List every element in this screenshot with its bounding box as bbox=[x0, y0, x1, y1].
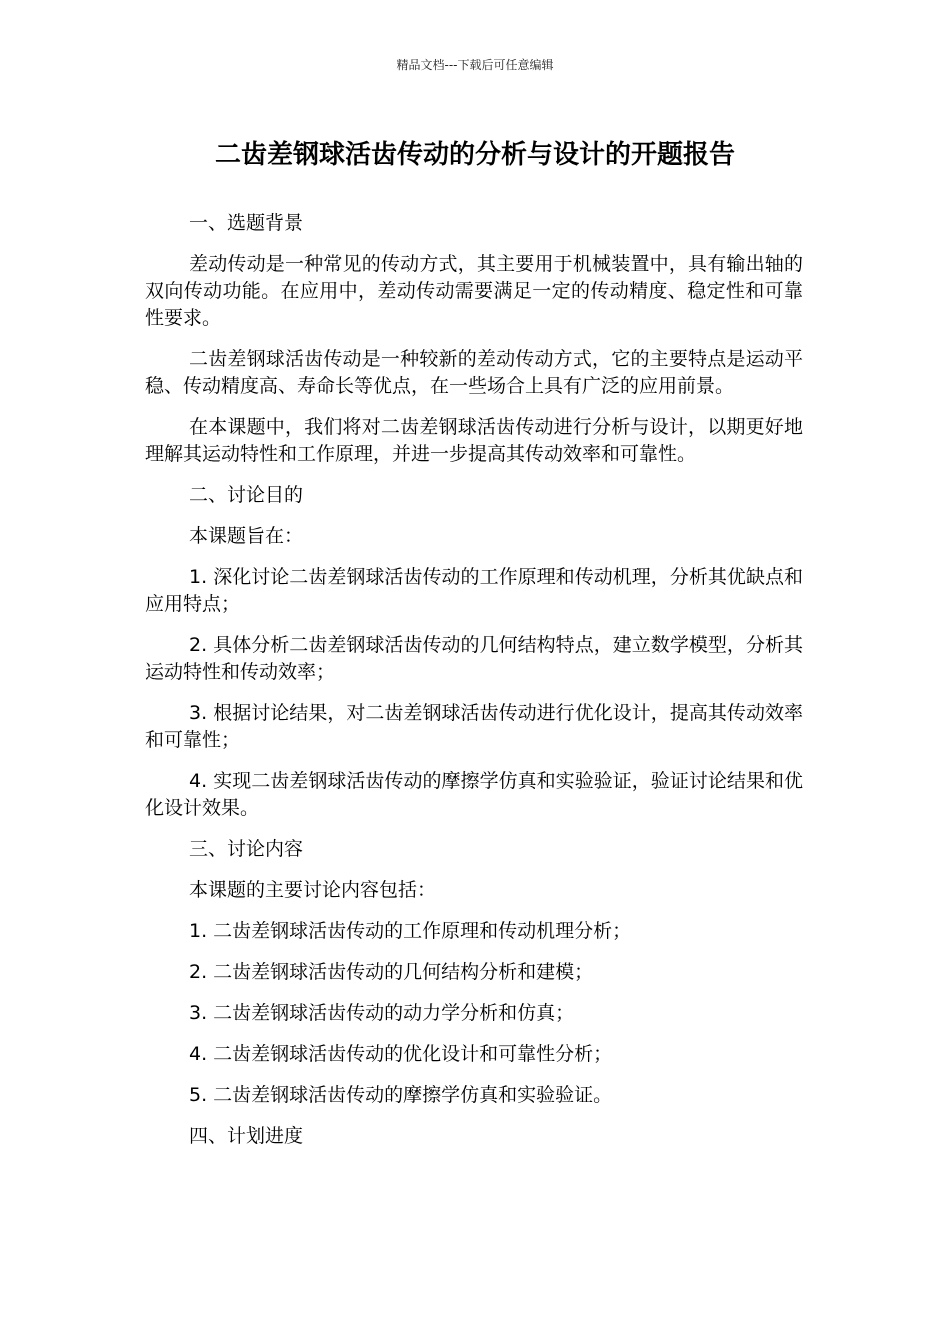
paragraph-background-2: 二齿差钢球活齿传动是一种较新的差动传动方式，它的主要特点是运动平稳、传动精度高、寿命长等优点，在一些场合上具有广泛的应用前景。 bbox=[145, 348, 803, 397]
content-list-item: 4. 二齿差钢球活齿传动的优化设计和可靠性分析； bbox=[189, 1043, 613, 1065]
section-heading-background: 一、选题背景 bbox=[189, 212, 304, 234]
content-list-item: 1. 二齿差钢球活齿传动的工作原理和传动机理分析； bbox=[189, 920, 632, 942]
content-list-item: 3. 二齿差钢球活齿传动的动力学分析和仿真； bbox=[189, 1002, 575, 1024]
paragraph-purpose-intro: 本课题旨在： bbox=[189, 525, 304, 547]
purpose-list-item: 1. 深化讨论二齿差钢球活齿传动的工作原理和传动机理，分析其优缺点和应用特点； bbox=[145, 566, 803, 615]
document-body bbox=[145, 210, 803, 1164]
purpose-list-item: 4. 实现二齿差钢球活齿传动的摩擦学仿真和实验验证，验证讨论结果和优化设计效果。 bbox=[145, 770, 803, 819]
content-list-item: 2. 二齿差钢球活齿传动的几何结构分析和建模； bbox=[189, 961, 594, 983]
content-list-item: 5. 二齿差钢球活齿传动的摩擦学仿真和实验验证。 bbox=[189, 1084, 613, 1106]
section-heading-content: 三、讨论内容 bbox=[189, 838, 304, 860]
document-title: 二齿差钢球活齿传动的分析与设计的开题报告 bbox=[214, 140, 735, 170]
paragraph-background-1: 差动传动是一种常见的传动方式，其主要用于机械装置中，具有输出轴的双向传动功能。在应用中，差动传动需要满足一定的传动精度、稳定性和可靠性要求。 bbox=[145, 253, 803, 329]
section-heading-schedule: 四、计划进度 bbox=[189, 1125, 304, 1147]
section-heading-purpose: 二、讨论目的 bbox=[189, 484, 304, 506]
paragraph-background-3: 在本课题中，我们将对二齿差钢球活齿传动进行分析与设计，以期更好地理解其运动特性和工作原理，并进一步提高其传动效率和可靠性。 bbox=[145, 416, 803, 465]
page-header-note: 精品文档---下载后可任意编辑 bbox=[396, 58, 554, 72]
purpose-list-item: 3. 根据讨论结果，对二齿差钢球活齿传动进行优化设计，提高其传动效率和可靠性； bbox=[145, 702, 803, 751]
paragraph-content-intro: 本课题的主要讨论内容包括： bbox=[189, 879, 437, 901]
purpose-list-item: 2. 具体分析二齿差钢球活齿传动的几何结构特点，建立数学模型，分析其运动特性和传动效率； bbox=[145, 634, 803, 683]
